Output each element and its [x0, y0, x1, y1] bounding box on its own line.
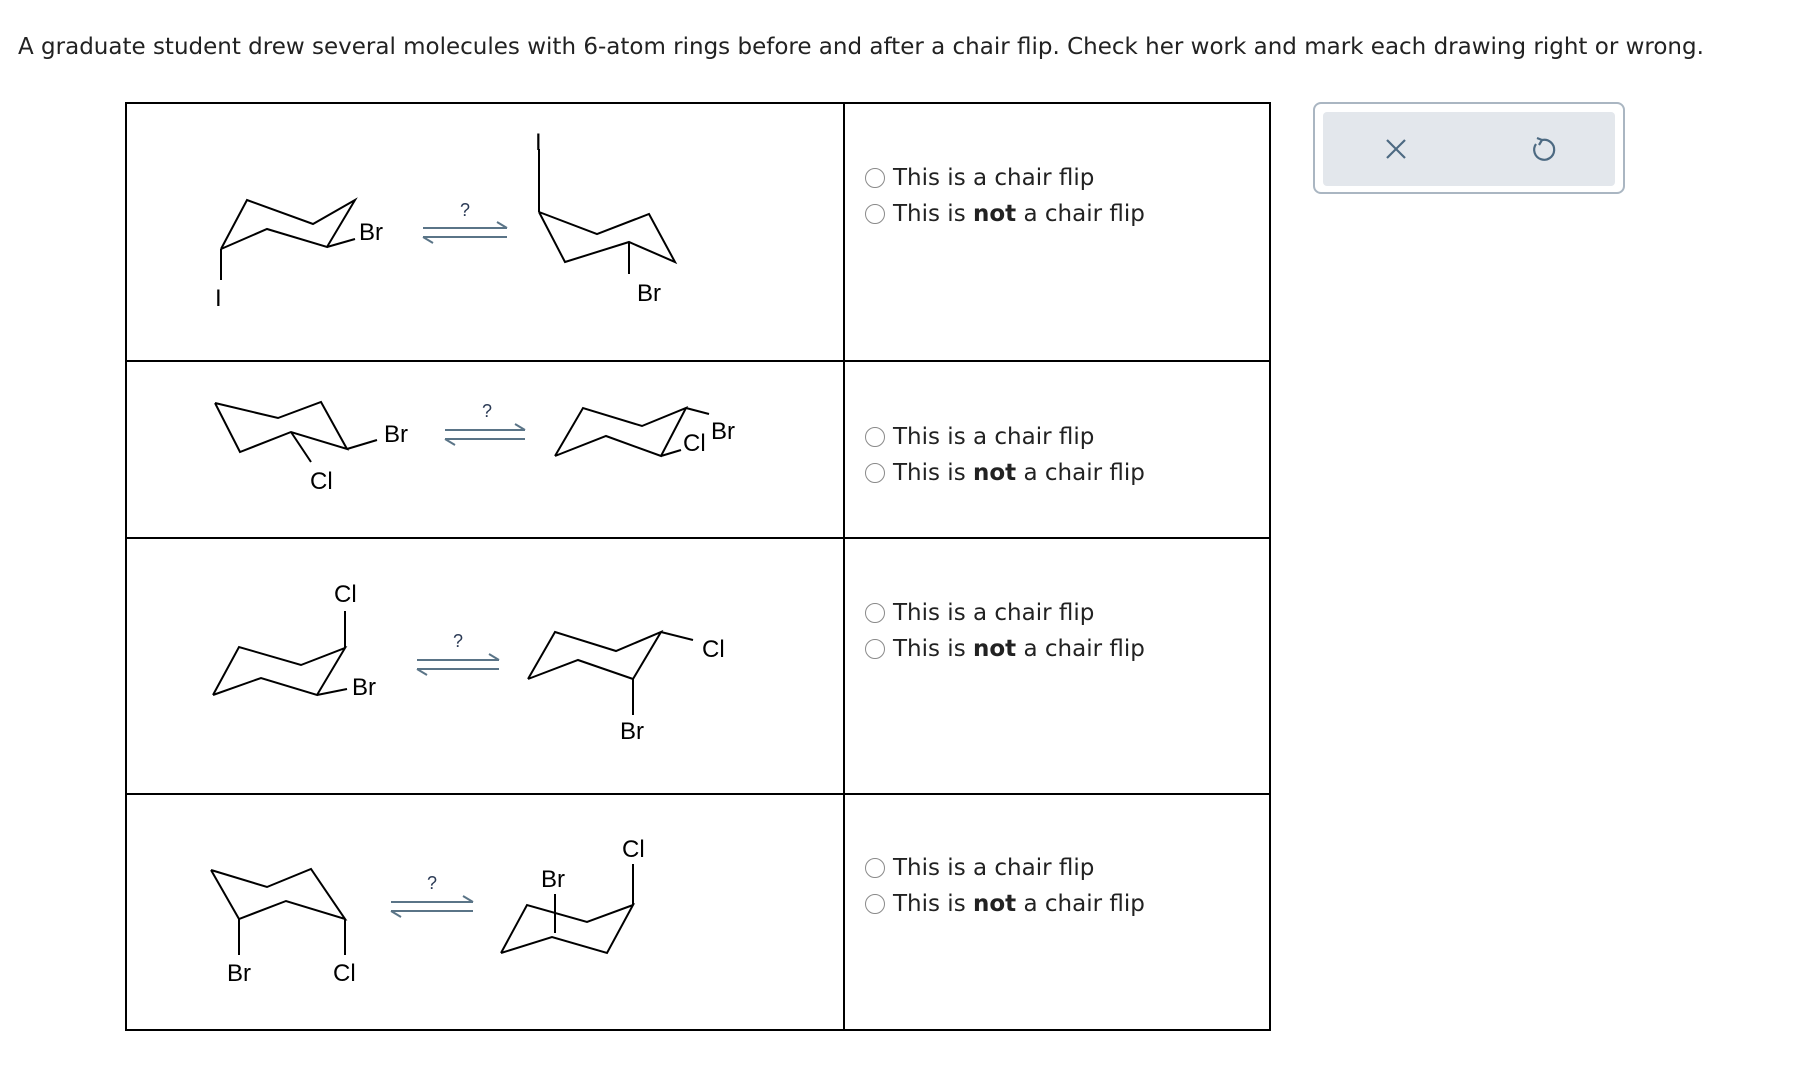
x-icon	[1383, 136, 1409, 162]
clear-button[interactable]	[1323, 112, 1469, 186]
equilibrium-arrow-2	[445, 424, 525, 445]
equilibrium-question-mark: ?	[482, 401, 493, 421]
equilibrium-question-mark: ?	[460, 200, 471, 220]
radio-button[interactable]	[865, 894, 885, 914]
option-chair-flip-4[interactable]	[865, 850, 1269, 886]
atom-label: Br	[541, 866, 565, 893]
radio-button[interactable]	[865, 463, 885, 483]
option-label-bold: not	[973, 891, 1017, 917]
chair-left-2	[215, 402, 377, 462]
radio-button[interactable]	[865, 204, 885, 224]
radio-button[interactable]	[865, 639, 885, 659]
option-label-bold: not	[973, 636, 1017, 662]
option-label-post: a chair flip	[1016, 891, 1145, 917]
question-prompt: A graduate student drew several molecules with 6-atom rings before and after a chair flip. Check her work and mark each drawing right or wrong.	[18, 34, 1704, 60]
question-row-3	[126, 538, 1270, 794]
atom-label: Br	[227, 960, 251, 987]
option-label-post: a chair flip	[1016, 460, 1145, 486]
chair-left-4	[211, 869, 345, 955]
chair-left-3	[213, 611, 347, 695]
equilibrium-question-mark: ?	[427, 873, 438, 893]
atom-label: I	[535, 129, 542, 156]
option-not-chair-flip-3[interactable]	[865, 631, 1269, 667]
equilibrium-arrow-3	[417, 654, 499, 675]
option-label-pre: This is	[893, 460, 973, 486]
option-label: This is a chair flip	[893, 600, 1095, 626]
atom-label: Br	[620, 718, 644, 745]
undo-icon	[1528, 135, 1556, 163]
atom-label: Br	[352, 674, 376, 701]
option-chair-flip-2[interactable]	[865, 419, 1269, 455]
equilibrium-arrow-1	[423, 222, 507, 243]
options-cell-2	[844, 361, 1270, 538]
option-not-chair-flip-4[interactable]	[865, 886, 1269, 922]
atom-label: I	[215, 285, 222, 312]
option-not-chair-flip-1[interactable]	[865, 196, 1269, 232]
option-label: This is a chair flip	[893, 855, 1095, 881]
drawing-cell-3	[126, 538, 844, 794]
option-label-pre: This is	[893, 891, 973, 917]
radio-button[interactable]	[865, 603, 885, 623]
atom-label: Br	[359, 219, 383, 246]
molecule-drawing-2	[127, 362, 843, 537]
option-label-pre: This is	[893, 636, 973, 662]
option-chair-flip-1[interactable]	[865, 160, 1269, 196]
drawing-cell-4	[126, 794, 844, 1030]
molecule-drawing-3	[127, 539, 843, 793]
atom-label: Cl	[333, 960, 356, 987]
option-label: This is a chair flip	[893, 424, 1095, 450]
option-chair-flip-3[interactable]	[865, 595, 1269, 631]
atom-label: Br	[637, 280, 661, 307]
option-label-bold: not	[973, 460, 1017, 486]
chair-left-1	[221, 200, 355, 280]
question-row-4	[126, 794, 1270, 1030]
option-label-pre: This is	[893, 201, 973, 227]
drawing-cell-2	[126, 361, 844, 538]
atom-label: Cl	[683, 430, 706, 457]
answer-toolbox	[1313, 102, 1625, 194]
drawing-cell-1	[126, 103, 844, 361]
undo-button[interactable]	[1469, 112, 1615, 186]
options-cell-1	[844, 103, 1270, 361]
options-cell-4	[844, 794, 1270, 1030]
atom-label: Br	[711, 418, 735, 445]
option-label-post: a chair flip	[1016, 636, 1145, 662]
option-not-chair-flip-2[interactable]	[865, 455, 1269, 491]
toolbox-buttons	[1323, 112, 1615, 186]
radio-button[interactable]	[865, 858, 885, 878]
chair-flip-table	[125, 102, 1271, 1031]
option-label: This is a chair flip	[893, 165, 1095, 191]
radio-button[interactable]	[865, 168, 885, 188]
molecule-drawing-4	[127, 795, 843, 1029]
chair-right-1	[539, 149, 675, 274]
molecule-drawing-1	[127, 104, 843, 360]
equilibrium-arrow-4	[391, 896, 473, 917]
option-label-post: a chair flip	[1016, 201, 1145, 227]
atom-label: Cl	[334, 581, 357, 608]
atom-label: Cl	[310, 468, 333, 495]
chair-right-3	[528, 632, 693, 715]
atom-label: Cl	[622, 836, 645, 863]
radio-button[interactable]	[865, 427, 885, 447]
chair-right-4	[501, 864, 633, 953]
atom-label: Cl	[702, 636, 725, 663]
question-row-1	[126, 103, 1270, 361]
equilibrium-question-mark: ?	[453, 631, 464, 651]
atom-label: Br	[384, 421, 408, 448]
options-cell-3	[844, 538, 1270, 794]
question-row-2	[126, 361, 1270, 538]
option-label-bold: not	[973, 201, 1017, 227]
